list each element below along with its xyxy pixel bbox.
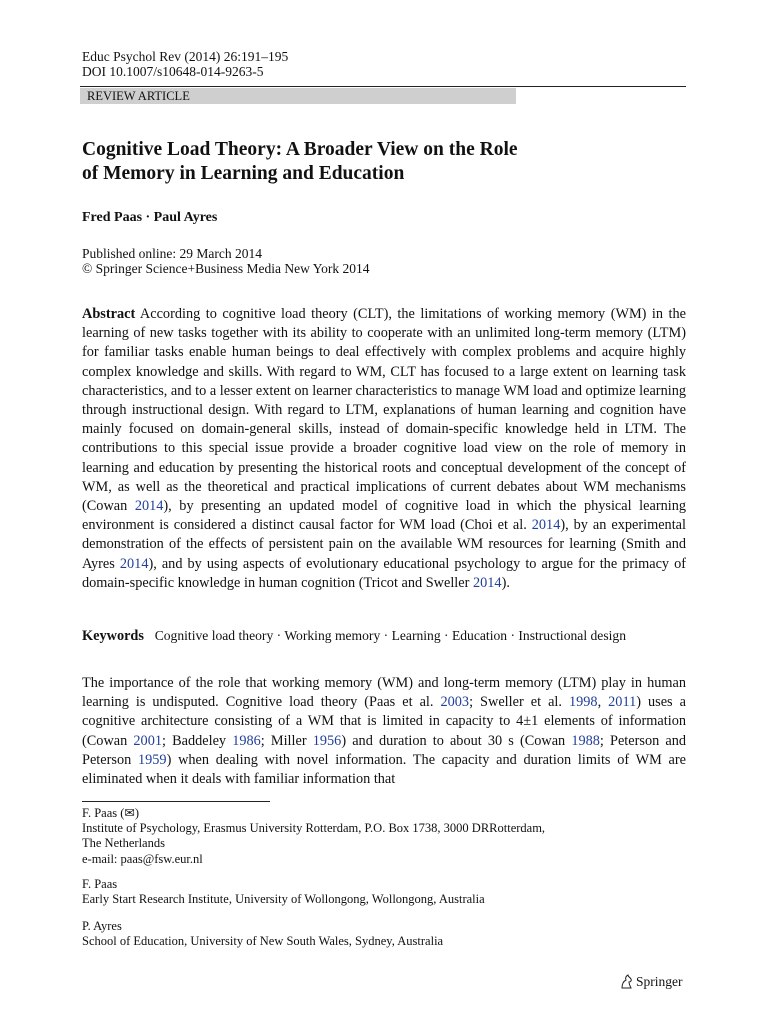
copyright-notice: © Springer Science+Business Media New York 2014	[82, 261, 370, 276]
citation-link[interactable]: 2003	[440, 694, 470, 711]
abstract-text: ), by an experimental demonstration of the effects of persistent pain on the available WM resources for learning (Smith and Ayres	[82, 517, 686, 572]
author-list: Fred Paas · Paul Ayres	[82, 210, 218, 225]
citation-link[interactable]: 1988	[571, 732, 600, 749]
footnote-author: P. Ayres	[82, 919, 122, 933]
citation-link[interactable]: 2014	[119, 555, 149, 572]
body-text: ) uses a cognitive architecture consisting of a WM that is limited in capacity to 4±1 elements of information (Cowan	[82, 694, 686, 749]
footnote-affiliation-3	[82, 919, 443, 949]
footnote-address: Early Start Research Institute, University of Wollongong, Wollongong, Australia	[82, 892, 485, 907]
citation-link[interactable]: 1956	[312, 732, 342, 749]
abstract-text: ).	[501, 574, 510, 591]
abstract-text: ), by presenting an updated model of cognitive load in which the physical learning environment is considered a distinct causal factor for WM load (Choi et al.	[82, 498, 686, 534]
abstract-label: Abstract	[82, 306, 136, 322]
citation-link[interactable]: 1959	[137, 751, 167, 768]
body-text: ; Miller	[260, 732, 313, 749]
publisher-name: Springer	[636, 974, 683, 989]
body-text: ,	[597, 694, 609, 711]
footnote-affiliation-2	[82, 877, 485, 907]
citation-link[interactable]: 2014	[531, 517, 561, 534]
springer-horse-icon	[619, 974, 633, 990]
doi: DOI 10.1007/s10648-014-9263-5	[82, 64, 264, 79]
citation-link[interactable]: 1998	[568, 694, 598, 711]
footnote-author: F. Paas (✉)	[82, 806, 140, 820]
intro-paragraph	[82, 674, 686, 789]
body-text: ) and duration to about 30 s (Cowan	[341, 732, 572, 749]
published-date: Published online: 29 March 2014	[82, 246, 262, 261]
publisher-logo	[619, 973, 683, 991]
footnote-rule	[82, 801, 270, 802]
keywords-line	[82, 626, 686, 646]
title-line-1: Cognitive Load Theory: A Broader View on the Role	[82, 139, 518, 160]
citation-link[interactable]: 2014	[472, 574, 502, 591]
title-line-2: of Memory in Learning and Education	[82, 163, 405, 184]
body-text: The importance of the role that working memory (WM) and long-term memory (LTM) play in human learning is undisputed. Cognitive load theory (Paas et al.	[82, 675, 686, 711]
abstract-paragraph	[82, 305, 686, 593]
footnote-affiliation-1	[82, 806, 545, 867]
keywords-label: Keywords	[82, 628, 144, 644]
body-text: ) when dealing with novel information. The capacity and duration limits of WM are eliminated when it deals with familiar information that	[82, 751, 687, 788]
citation-link[interactable]: 2001	[133, 732, 162, 749]
keywords-text: Cognitive load theory · Working memory · Learning · Education · Instructional design	[154, 628, 626, 643]
abstract-text: ), and by using aspects of evolutionary educational psychology to argue for the primacy of domain-specific knowledge in human cognition (Tricot and Sweller	[82, 555, 687, 591]
footnote-email[interactable]: e-mail: paas@fsw.eur.nl	[82, 851, 203, 866]
citation-link[interactable]: 2011	[608, 694, 637, 711]
body-text: ; Baddeley	[161, 732, 233, 749]
article-type-bar: REVIEW ARTICLE	[80, 88, 516, 104]
journal-reference: Educ Psychol Rev (2014) 26:191–195	[82, 49, 289, 64]
footnote-address: School of Education, University of New South Wales, Sydney, Australia	[82, 934, 444, 949]
footnote-address: Institute of Psychology, Erasmus University Rotterdam, P.O. Box 1738, 3000 DRRotterdam,	[82, 821, 546, 836]
header-rule	[80, 86, 686, 87]
paper-title	[82, 138, 682, 186]
citation-link[interactable]: 1986	[232, 732, 261, 749]
citation-link[interactable]: 2014	[134, 498, 164, 515]
footnote-country: The Netherlands	[82, 836, 165, 851]
footnote-author: F. Paas	[82, 877, 118, 891]
body-text: ; Sweller et al.	[469, 694, 569, 711]
body-text: ; Peterson and Peterson	[82, 732, 687, 768]
abstract-text: According to cognitive load theory (CLT), the limitations of working memory (WM) in the learning of new tasks together with its ability to cooperate with an unlimited long-term memory (LTM) for familiar tasks enable human beings to deal effectively with complex problems and acquire highly complex knowledge and skills. With regard to WM, CLT has focused to a large extent on learning task characteristics, and to a lesser extent on learner characteristics to manage WM load and optimize learning through instructional design. With regard to LTM, explanations of human learning and cognition have mainly focused on domain-general skills, instead of domain-specific knowledge held in LTM. The contributions to this special issue provide a broader cognitive load view on the role of memory in learning and education by presenting the historical roots and conceptual development of the concept of WM, as well as the theoretical and practical implications of current debates about WM mechanisms (Cowan	[82, 306, 686, 515]
